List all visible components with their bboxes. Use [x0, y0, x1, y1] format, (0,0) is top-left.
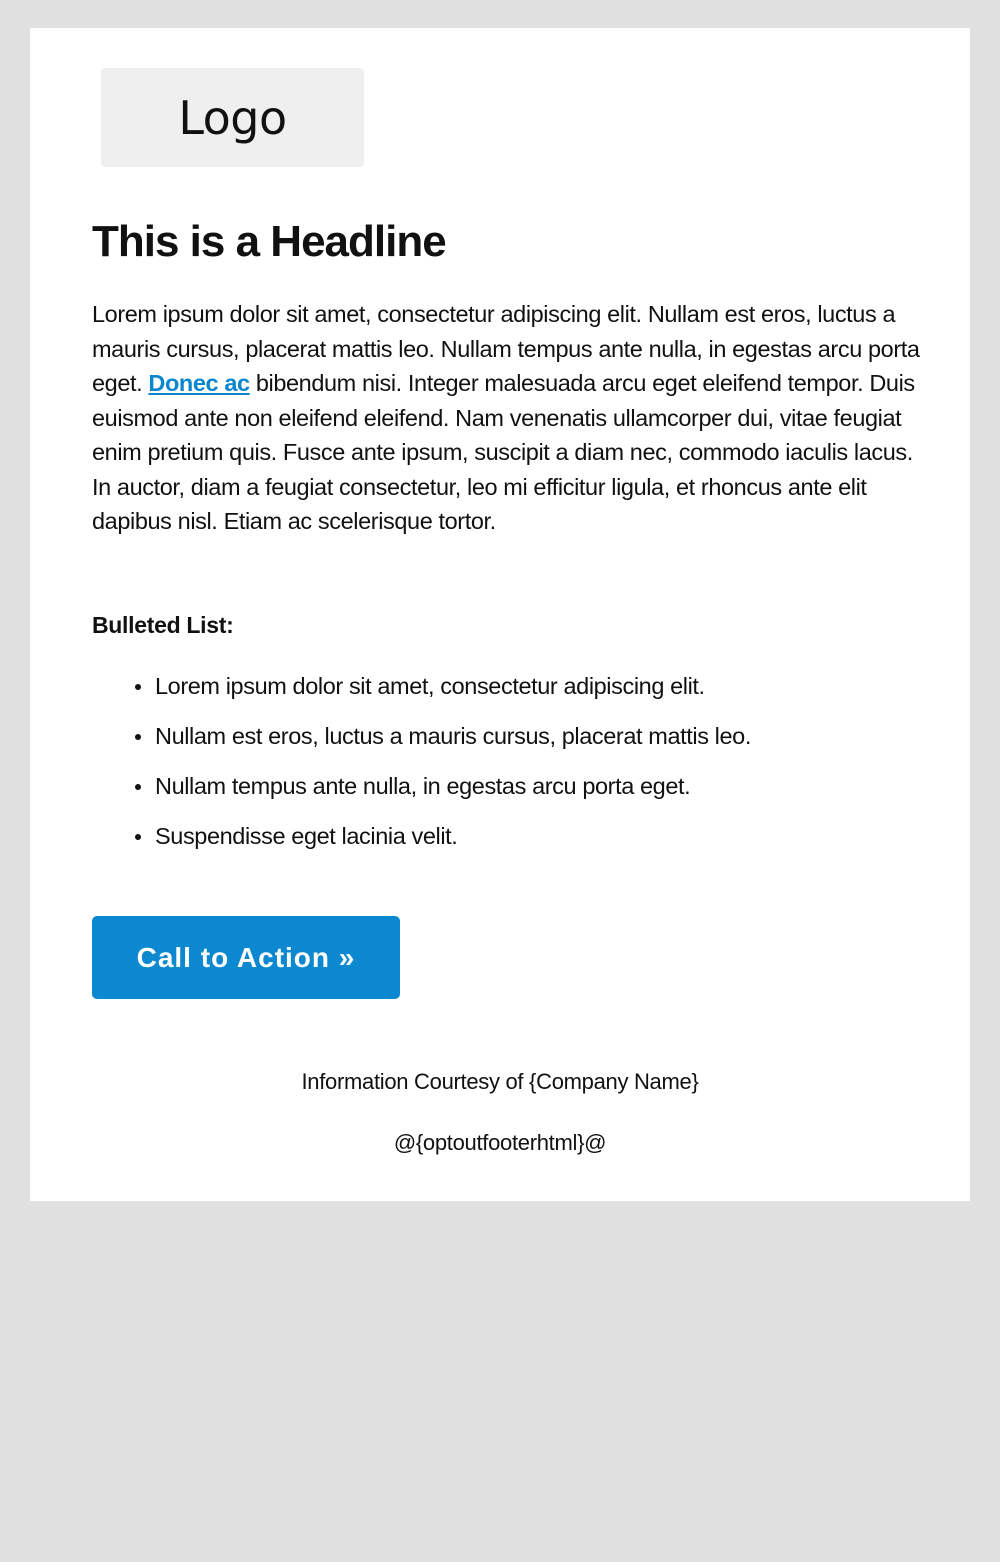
- list-item: Lorem ipsum dolor sit amet, consectetur adipiscing elit.: [135, 668, 751, 718]
- headline: This is a Headline: [92, 217, 446, 266]
- call-to-action-button[interactable]: Call to Action »: [92, 916, 400, 999]
- list-title: Bulleted List:: [92, 612, 234, 638]
- footer-optout: @{optoutfooterhtml}@: [393, 1130, 607, 1155]
- logo-placeholder: [101, 68, 364, 167]
- footer-courtesy: Information Courtesy of {Company Name}: [301, 1069, 699, 1094]
- logo-text: Logo: [178, 90, 287, 145]
- bulleted-list: [135, 668, 751, 868]
- body-text-after-link: bibendum nisi. Integer malesuada arcu eget eleifend tempor. Duis euismod ante non eleifend eleifend. Nam venenatis ullamcorper dui, vitae feugiat enim pretium quis. Fusce ante ipsum, suscipit a diam nec, commodo iaculis lacus. In auctor, diam a feugiat consectetur, leo mi efficitur ligula, et rhoncus ante elit dapibus nisl. Etiam ac scelerisque tortor.: [92, 370, 915, 534]
- list-item: Nullam est eros, luctus a mauris cursus, placerat mattis leo.: [135, 718, 751, 768]
- inline-link[interactable]: Donec ac: [148, 370, 250, 396]
- body-text-before-link: Lorem ipsum dolor sit amet, consectetur adipiscing elit. Nullam est eros, luctus a mauris cursus, placerat mattis leo. Nullam tempus ante nulla, in egestas arcu porta eget.: [92, 301, 920, 396]
- list-item: Suspendisse eget lacinia velit.: [135, 818, 751, 868]
- email-card: [30, 28, 970, 1201]
- list-item: Nullam tempus ante nulla, in egestas arcu porta eget.: [135, 768, 751, 818]
- body-paragraph: [92, 297, 922, 539]
